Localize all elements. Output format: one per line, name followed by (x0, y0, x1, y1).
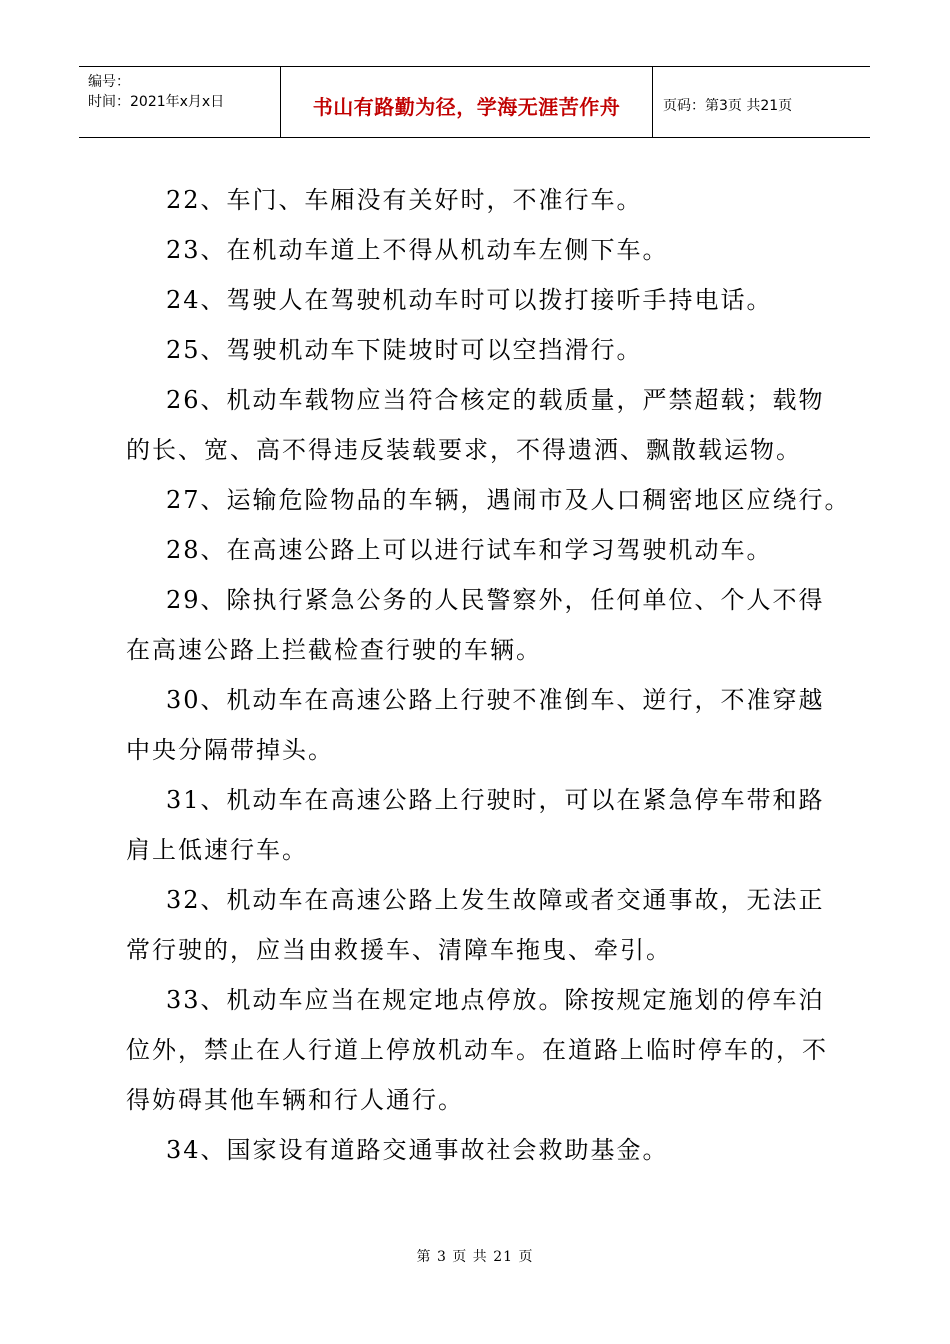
paragraph-line: 29、除执行紧急公务的人民警察外，任何单位、个人不得 (166, 586, 825, 614)
paragraph-line: 22、车门、车厢没有关好时，不准行车。 (166, 186, 643, 214)
rule-paragraph (126, 985, 826, 1115)
rule-paragraph (126, 685, 826, 765)
paragraph-line: 23、在机动车道上不得从机动车左侧下车。 (166, 236, 669, 264)
rule-paragraph (126, 185, 826, 215)
paragraph-line: 32、机动车在高速公路上发生故障或者交通事故，无法正 (166, 886, 825, 914)
header-page-info: 页码：第3页 共21页 (663, 98, 793, 114)
paragraph-line: 27、运输危险物品的车辆，遇闹市及人口稠密地区应绕行。 (166, 486, 851, 514)
document-body (126, 185, 851, 1185)
rule-paragraph (126, 1135, 826, 1165)
paragraph-line: 33、机动车应当在规定地点停放。除按规定施划的停车泊 (166, 986, 825, 1014)
page-footer: 第 3 页 共 21 页 (416, 1249, 534, 1265)
paragraph-line: 常行驶的，应当由救援车、清障车拖曳、牵引。 (126, 936, 672, 964)
document-number-label: 编号： (88, 74, 130, 90)
rule-paragraph (126, 785, 826, 865)
rule-paragraph (126, 535, 826, 565)
paragraph-line: 的长、宽、高不得违反装载要求，不得遗洒、飘散载运物。 (126, 436, 802, 464)
rule-paragraph (126, 385, 826, 465)
header-motto: 书山有路勤为径，学海无涯苦作舟 (281, 67, 653, 137)
paragraph-line: 在高速公路上拦截检查行驶的车辆。 (126, 636, 542, 664)
header-meta-cell (79, 67, 281, 137)
document-time-label: 时间：2021年x月x日 (88, 94, 225, 110)
page-header (79, 66, 870, 138)
rule-paragraph (126, 585, 826, 665)
paragraph-line: 中央分隔带掉头。 (126, 736, 334, 764)
rule-paragraph (126, 285, 826, 315)
paragraph-line: 25、驾驶机动车下陡坡时可以空挡滑行。 (166, 336, 643, 364)
paragraph-line: 30、机动车在高速公路上行驶不准倒车、逆行，不准穿越 (166, 686, 825, 714)
rule-paragraph (126, 885, 826, 965)
rule-paragraph (126, 485, 851, 515)
paragraph-line: 24、驾驶人在驾驶机动车时可以拨打接听手持电话。 (166, 286, 773, 314)
paragraph-line: 28、在高速公路上可以进行试车和学习驾驶机动车。 (166, 536, 773, 564)
paragraph-line: 34、国家设有道路交通事故社会救助基金。 (166, 1136, 669, 1164)
paragraph-line: 26、机动车载物应当符合核定的载质量，严禁超载；载物 (166, 386, 825, 414)
paragraph-line: 31、机动车在高速公路上行驶时，可以在紧急停车带和路 (166, 786, 825, 814)
rule-paragraph (126, 335, 826, 365)
paragraph-line: 得妨碍其他车辆和行人通行。 (126, 1086, 464, 1114)
paragraph-line: 肩上低速行车。 (126, 836, 308, 864)
rule-paragraph (126, 235, 826, 265)
paragraph-line: 位外，禁止在人行道上停放机动车。在道路上临时停车的，不 (126, 1036, 828, 1064)
